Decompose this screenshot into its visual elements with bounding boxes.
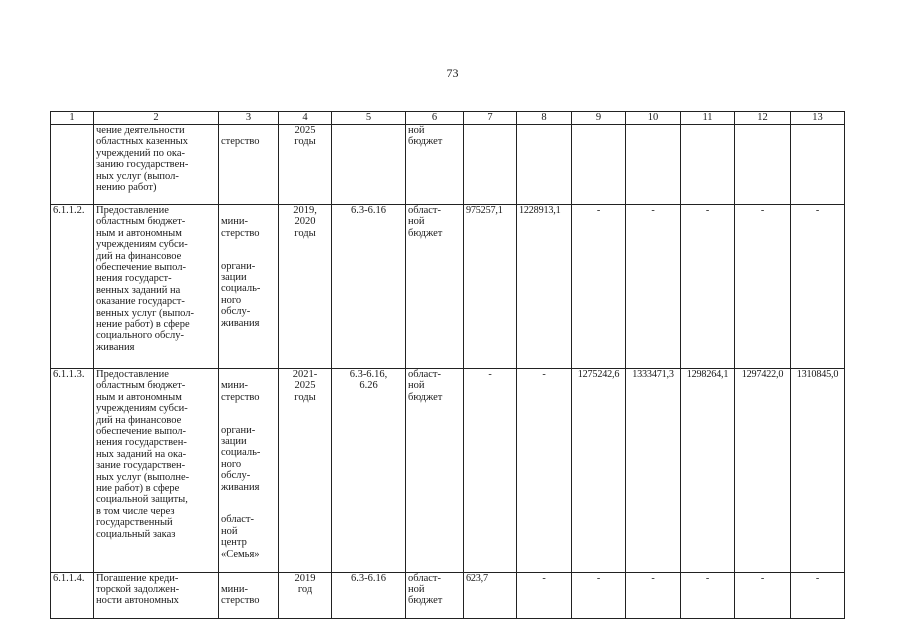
header-cell: 1 <box>51 112 94 125</box>
row-value: - <box>791 205 845 369</box>
executor: мини- стерство <box>221 216 260 239</box>
header-cell: 6 <box>406 112 464 125</box>
row-value: - <box>517 369 572 573</box>
row-value: - <box>735 572 791 619</box>
table-row <box>51 205 845 369</box>
table-row <box>51 572 845 619</box>
row-indicators: 6.3-6.16, 6.26 <box>332 369 406 573</box>
header-cell: 3 <box>219 112 279 125</box>
row-years: 2019, 2020 годы <box>279 205 332 369</box>
row-value <box>464 125 517 205</box>
executor: мини- стерство <box>221 380 260 403</box>
header-row <box>51 112 845 125</box>
executor: мини- стерство <box>221 583 260 607</box>
row-number: 6.1.1.3. <box>51 369 94 573</box>
row-value: 1228913,1 <box>517 205 572 369</box>
row-value <box>791 125 845 205</box>
row-indicators: 6.3-6.16 <box>332 572 406 619</box>
row-value: 623,7 <box>464 572 517 619</box>
budget-table <box>50 111 845 619</box>
row-value <box>681 125 735 205</box>
row-value: - <box>681 205 735 369</box>
row-executors <box>219 125 279 205</box>
header-cell: 4 <box>279 112 332 125</box>
row-executors <box>219 205 279 369</box>
row-number: 6.1.1.2. <box>51 205 94 369</box>
row-number <box>51 125 94 205</box>
page-number: 73 <box>446 66 459 80</box>
row-value: - <box>735 205 791 369</box>
row-value: - <box>572 205 626 369</box>
executor: стерство <box>221 136 260 148</box>
row-source: област- ной бюджет <box>406 369 464 573</box>
row-number: 6.1.1.4. <box>51 572 94 619</box>
executor: органи- зации социаль- ного обслу- живания <box>221 260 261 329</box>
table-body <box>51 112 845 619</box>
row-value <box>572 125 626 205</box>
row-source: област- ной бюджет <box>406 572 464 619</box>
row-value: - <box>626 572 681 619</box>
row-name: Предоставление областным бюджет- ным и автономным учреждениям субси- дий на финансовое обеспечение выпол- нения государст- венных заданий на оказание государст- венных услуг (выпол- нение работ) в сфере социального обслу- живания <box>94 205 219 369</box>
row-value: - <box>626 205 681 369</box>
row-years: 2025 годы <box>279 125 332 205</box>
table-row <box>51 369 845 573</box>
row-source: ной бюджет <box>406 125 464 205</box>
row-value <box>735 125 791 205</box>
row-executors <box>219 572 279 619</box>
header-cell: 13 <box>791 112 845 125</box>
row-value: - <box>572 572 626 619</box>
row-indicators: 6.3-6.16 <box>332 205 406 369</box>
header-cell: 11 <box>681 112 735 125</box>
header-cell: 5 <box>332 112 406 125</box>
row-value <box>626 125 681 205</box>
row-value: 1310845,0 <box>791 369 845 573</box>
row-value: - <box>464 369 517 573</box>
row-name: чение деятельности областных казенных учреждений по ока- занию государствен- ных услуг (выпол- нению работ) <box>94 125 219 205</box>
row-value: 1333471,3 <box>626 369 681 573</box>
row-source: област- ной бюджет <box>406 205 464 369</box>
executor: органи- зации социаль- ного обслу- живания <box>221 424 261 493</box>
row-years: 2021- 2025 годы <box>279 369 332 573</box>
row-value <box>517 125 572 205</box>
row-value: 975257,1 <box>464 205 517 369</box>
header-cell: 12 <box>735 112 791 125</box>
table-row <box>51 125 845 205</box>
row-value: 1275242,6 <box>572 369 626 573</box>
row-value: - <box>517 572 572 619</box>
header-cell: 2 <box>94 112 219 125</box>
header-cell: 10 <box>626 112 681 125</box>
header-cell: 8 <box>517 112 572 125</box>
row-value: - <box>791 572 845 619</box>
row-years: 2019 год <box>279 572 332 619</box>
row-value: - <box>681 572 735 619</box>
row-name: Предоставление областным бюджет- ным и автономным учреждениям субси- дий на финансовое обеспечение выпол- нения государствен- ных заданий на ока- зание государствен- ных услуг (выполне- ние работ) в сфере социальной защиты, в том числе через государственный социальный заказ <box>94 369 219 573</box>
executor: област- ной центр «Семья» <box>221 514 260 560</box>
header-cell: 9 <box>572 112 626 125</box>
row-value: 1298264,1 <box>681 369 735 573</box>
row-indicators <box>332 125 406 205</box>
row-name: Погашение креди- торской задолжен- ности автономных <box>94 572 219 619</box>
header-cell: 7 <box>464 112 517 125</box>
row-executors <box>219 369 279 573</box>
row-value: 1297422,0 <box>735 369 791 573</box>
